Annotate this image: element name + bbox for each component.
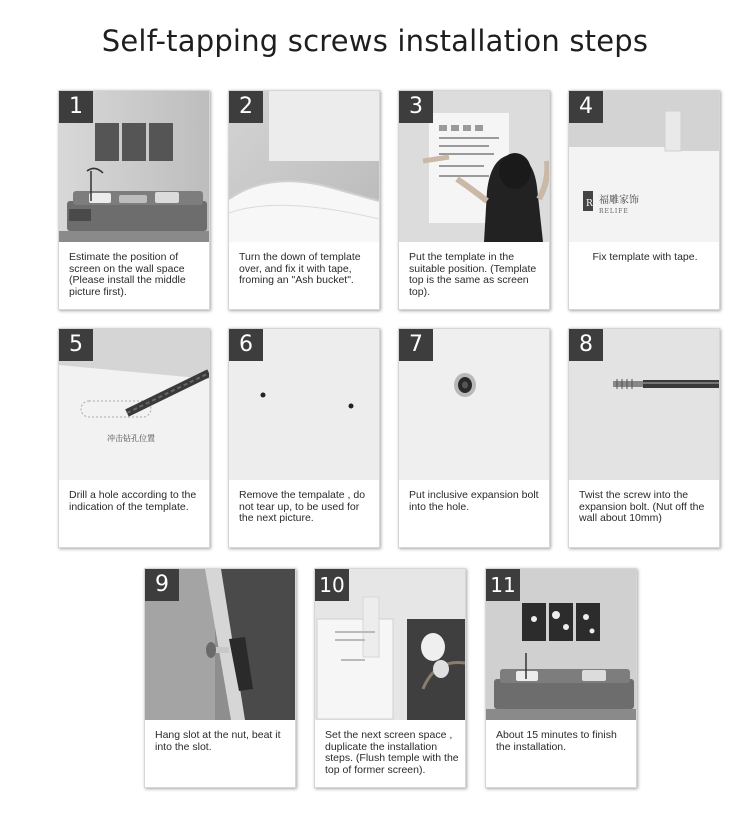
step-8-photo [569, 329, 719, 480]
step-number-10: 10 [315, 569, 349, 601]
step-card-4 [568, 90, 720, 310]
step-card-10 [314, 568, 466, 788]
step-caption-9: Hang slot at the nut, beat it into the slot. [155, 729, 281, 753]
step-3-photo [399, 91, 549, 242]
brand-en-text: RELIFE [599, 208, 629, 215]
step-caption-3: Put the template in the suitable position. (Template top is the same as screen top). [409, 251, 537, 298]
step-7-photo [399, 329, 549, 480]
step-caption-10: Set the next screen space , duplicate the installation steps. (Flush temple with the top of former screen). [325, 729, 459, 776]
step-number-9: 9 [145, 569, 179, 601]
step-caption-8: Twist the screw into the expansion bolt. (Nut off the wall about 10mm) [579, 489, 705, 524]
step-10-photo [315, 569, 465, 720]
step-number-6: 6 [229, 329, 263, 361]
step-caption-2: Turn the down of template over, and fix it with tape, froming an "Ash bucket". [239, 251, 361, 286]
step-2-photo [229, 91, 379, 242]
step-number-3: 3 [399, 91, 433, 123]
drill-label-text: 冲击钻孔位置 [107, 434, 155, 443]
step-1-photo [59, 91, 209, 242]
step-number-8: 8 [569, 329, 603, 361]
step-caption-11: About 15 minutes to finish the installation. [496, 729, 617, 753]
step-4-photo [569, 91, 719, 242]
svg-text:R: R [586, 199, 593, 209]
step-caption-1: Estimate the position of screen on the wall space (Please install the middle picture first). [69, 251, 186, 298]
step-number-1: 1 [59, 91, 93, 123]
step-card-9 [144, 568, 296, 788]
step-5-photo [59, 329, 209, 480]
step-number-2: 2 [229, 91, 263, 123]
brand-cn-text: 福雕家饰 [599, 195, 639, 206]
step-number-7: 7 [399, 329, 433, 361]
step-6-photo [229, 329, 379, 480]
step-card-7 [398, 328, 550, 548]
step-card-3 [398, 90, 550, 310]
step-caption-4: Fix template with tape. [592, 251, 698, 263]
step-caption-7: Put inclusive expansion bolt into the hole. [409, 489, 539, 513]
step-card-11 [485, 568, 637, 788]
step-card-1 [58, 90, 210, 310]
step-number-5: 5 [59, 329, 93, 361]
step-11-photo [486, 569, 636, 720]
step-number-11: 11 [486, 569, 520, 601]
step-card-2 [228, 90, 380, 310]
step-card-6 [228, 328, 380, 548]
step-card-8 [568, 328, 720, 548]
page-title: Self-tapping screws installation steps [101, 24, 649, 58]
step-caption-5: Drill a hole according to the indication of the template. [69, 489, 197, 513]
step-number-4: 4 [569, 91, 603, 123]
step-caption-6: Remove the tempalate , do not tear up, to be used for the next picture. [239, 489, 366, 524]
step-9-photo [145, 569, 295, 720]
step-card-5 [58, 328, 210, 548]
